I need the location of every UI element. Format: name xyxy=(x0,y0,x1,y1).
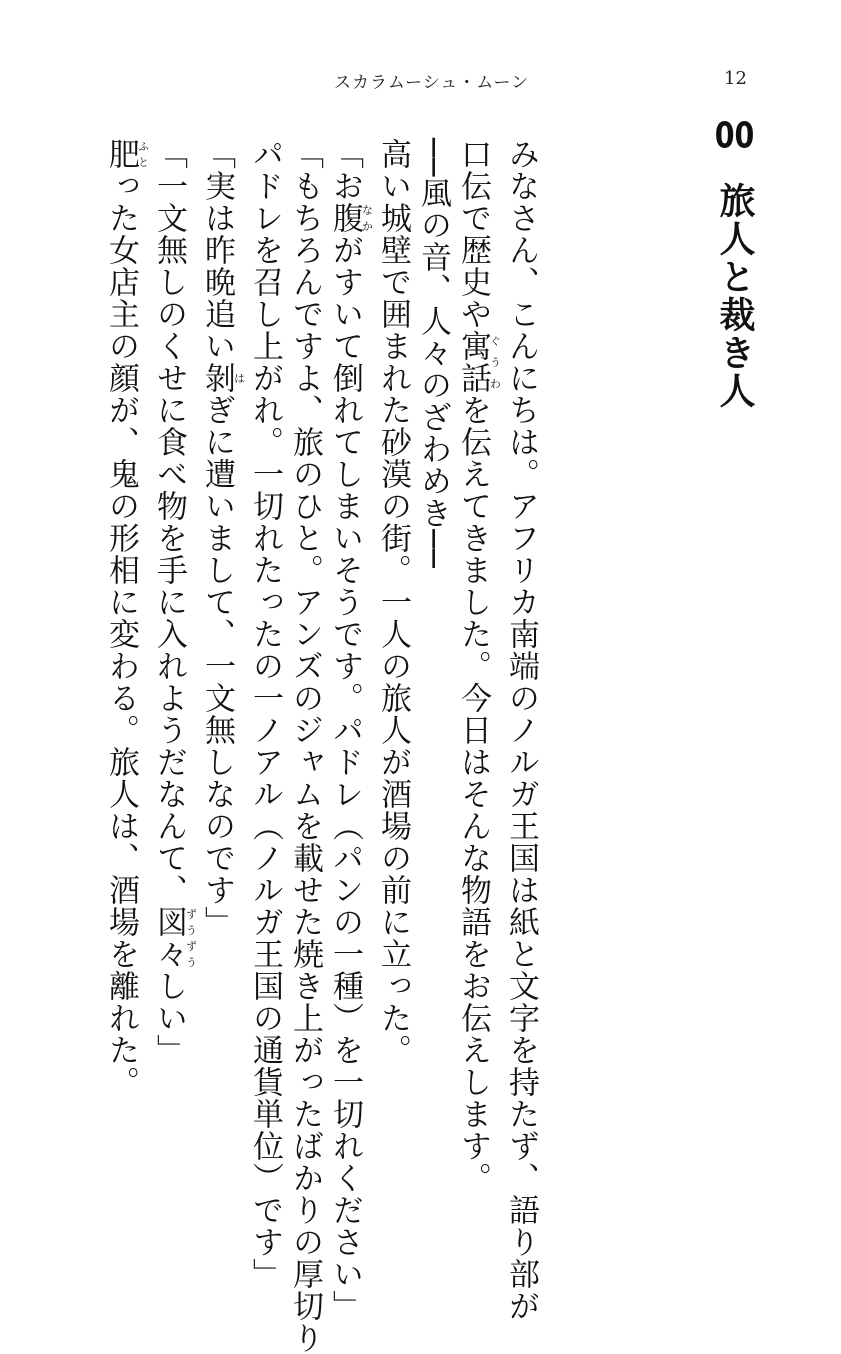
chapter-title: 旅人と裁き人 xyxy=(714,182,755,410)
chapter-heading xyxy=(706,118,762,410)
text-line-4: 高い城壁で囲まれた砂漠の街。一人の旅人が酒場の前に立った。 xyxy=(375,138,411,1066)
text-line-6: 「もちろんですよ、旅のひと。アンズのジャムを載せた焼き上がったばかりの厚切り xyxy=(287,138,323,1354)
text-line-1: みなさん、こんにちは。アフリカ南端のノルガ王国は紙と文字を持たず、語り部が xyxy=(503,138,539,1322)
chapter-number: 00 xyxy=(714,118,755,154)
text-line-8: 「実は昨晩追い剝はぎに遭いまして、一文無しなのです」 xyxy=(199,138,246,938)
text-line-2: 口伝で歴史や寓話ぐうわを伝えてきました。今日はそんな物語をお伝えします。 xyxy=(455,138,502,1194)
text-line-10: 肥ふとった女店主の顔が、鬼の形相に変わる。旅人は、酒場を離れた。 xyxy=(103,138,150,1098)
text-line-3: ──風の音、人々のざわめき── xyxy=(415,138,451,569)
body-text xyxy=(101,138,541,1354)
ruby-guuwa: 寓話ぐうわ xyxy=(455,330,502,394)
text-line-7: パドレを召し上がれ。一切れたったの一ノアル（ノルガ王国の通貨単位）です」 xyxy=(247,138,283,1290)
ruby-futo: 肥ふと xyxy=(103,138,150,170)
ruby-ha: 剝は xyxy=(199,362,246,394)
ruby-zuuzuu: 図々ずうずう xyxy=(151,906,198,970)
text-line-5: 「お腹なかがすいて倒れてしまいそうです。パドレ（パンの一種）を一切れください」 xyxy=(327,138,374,1322)
page-number: 12 xyxy=(724,68,747,89)
ruby-naka: 腹なか xyxy=(327,202,374,234)
text-line-9: 「一文無しのくせに食べ物を手に入れようだなんて、図々ずうずうしい」 xyxy=(151,138,198,1066)
running-head-title: スカラムーシュ・ムーン xyxy=(334,73,530,93)
